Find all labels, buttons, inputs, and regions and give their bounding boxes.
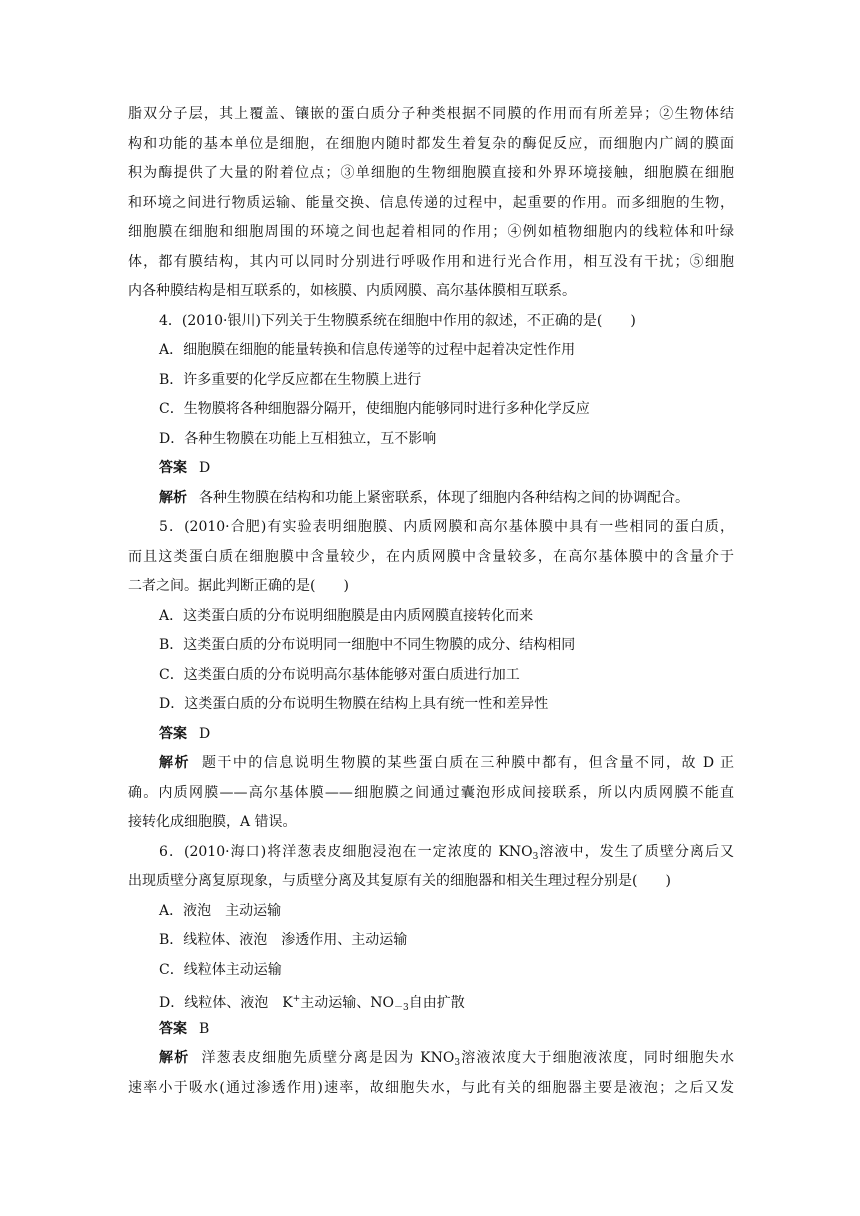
analysis-text: 题干中的信息说明生物膜的某些蛋白质在三种膜中都有，但含量不同，故 D 正 xyxy=(201,755,734,771)
question-6-option-d xyxy=(128,985,734,1015)
answer-label: 答案 xyxy=(159,460,187,476)
question-6-option-c: C．线粒体主动运输 xyxy=(159,961,282,978)
text-run: 自由扩散 xyxy=(408,995,465,1011)
text-line: 速率小于吸水(通过渗透作用)速率，故细胞失水，与此有关的细胞器主要是液泡；之后又发 xyxy=(128,1079,734,1096)
text-run: D．线粒体、液泡 K xyxy=(159,995,293,1011)
text-run: 洋葱表皮细胞先质壁分离是因为 KNO xyxy=(201,1050,455,1066)
text-line: 而且这类蛋白质在细胞膜中含量较少，在内质网膜中含量较多，在高尔基体膜中的含量介于 xyxy=(128,548,734,565)
text-line: 构和功能的基本单位是细胞，在细胞内随时都发生着复杂的酶促反应，而细胞内广阔的膜面 xyxy=(128,135,734,152)
subscript: 3 xyxy=(454,1058,461,1068)
question-4-answer xyxy=(128,454,734,484)
question-5-answer xyxy=(128,720,734,750)
text-line: 接转化成细胞膜，A 错误。 xyxy=(128,814,297,830)
answer-label: 答案 xyxy=(159,725,187,742)
question-6-analysis xyxy=(128,1044,734,1074)
text-run: 6．(2010·海口)将洋葱表皮细胞浸泡在一定浓度的 KNO xyxy=(159,843,533,860)
question-4-option-d: D．各种生物膜在功能上互相独立，互不影响 xyxy=(159,430,437,447)
analysis-label: 解析 xyxy=(159,489,187,506)
text-line: 确。内质网膜——高尔基体膜——细胞膜之间通过囊泡形成间接联系，所以内质网膜不能直 xyxy=(128,784,734,801)
analysis-text: 各种生物膜在结构和功能上紧密联系，体现了细胞内各种结构之间的协调配合。 xyxy=(199,489,689,506)
question-6-stem xyxy=(128,838,734,868)
question-6-answer xyxy=(128,1015,734,1045)
question-6-option-b: B．线粒体、液泡 渗透作用、主动运输 xyxy=(159,932,408,948)
text-line: 出现质壁分离复原现象，与质壁分离及其复原有关的细胞器和相关生理过程分别是( ) xyxy=(128,873,671,889)
page-content xyxy=(128,100,734,1103)
text-run: 溶液中，发生了质壁分离后又 xyxy=(538,843,735,860)
question-4-option-b: B．许多重要的化学反应都在生物膜上进行 xyxy=(159,371,422,388)
analysis-label: 解析 xyxy=(159,1050,190,1066)
subscript: －3 xyxy=(393,1003,409,1013)
superscript: + xyxy=(292,994,301,1004)
question-4-option-a: A．细胞膜在细胞的能量转换和信息传递等的过程中起着决定性作用 xyxy=(159,342,576,358)
text-line: 体，都有膜结构，其内可以同时分别进行呼吸作用和进行光合作用，相互没有干扰；⑤细胞 xyxy=(128,253,734,270)
text-line: 和环境之间进行物质运输、能量交换、信息传递的过程中，起重要的作用。而多细胞的生物， xyxy=(128,194,734,211)
subscript: 3 xyxy=(532,851,539,862)
answer-value: D xyxy=(199,460,211,476)
text-run: 溶液浓度大于细胞液浓度，同时细胞失水 xyxy=(460,1050,734,1066)
text-line: 积为酶提供了大量的附着位点；③单细胞的生物细胞膜直接和外界环境接触，细胞膜在细胞 xyxy=(128,165,734,181)
question-4-stem: 4．(2010·银川)下列关于生物膜系统在细胞中作用的叙述，不正确的是( ) xyxy=(159,312,636,329)
question-5-analysis xyxy=(128,749,734,779)
question-4-option-c: C．生物膜将各种细胞器分隔开，使细胞内能够同时进行多种化学反应 xyxy=(159,401,590,417)
question-5-option-a: A．这类蛋白质的分布说明细胞膜是由内质网膜直接转化而来 xyxy=(159,607,534,624)
question-5-option-c: C．这类蛋白质的分布说明高尔基体能够对蛋白质进行加工 xyxy=(159,666,520,683)
question-4-analysis xyxy=(128,484,734,514)
answer-value: D xyxy=(199,725,211,742)
text-line: 细胞膜在细胞和细胞周围的环境之间也起着相同的作用；④例如植物细胞内的线粒体和叶绿 xyxy=(128,224,734,240)
question-5-option-b: B．这类蛋白质的分布说明同一细胞中不同生物膜的成分、结构相同 xyxy=(159,637,576,653)
question-5-option-d: D．这类蛋白质的分布说明生物膜在结构上具有统一性和差异性 xyxy=(159,696,549,712)
answer-value: B xyxy=(199,1020,210,1037)
text-line: 内各种膜结构是相互联系的，如核膜、内质网膜、高尔基体膜相互联系。 xyxy=(128,283,576,299)
text-run: 主动运输、NO xyxy=(300,995,394,1011)
analysis-label: 解析 xyxy=(159,755,190,771)
question-6-option-a: A．液泡 主动运输 xyxy=(159,902,282,919)
question-5-stem: 5．(2010·合肥)有实验表明细胞膜、内质网膜和高尔基体膜中具有一些相同的蛋白质， xyxy=(159,519,734,535)
text-line: 脂双分子层，其上覆盖、镶嵌的蛋白质分子种类根据不同膜的作用而有所差异；②生物体结 xyxy=(128,106,734,122)
answer-label: 答案 xyxy=(159,1020,187,1037)
text-line: 二者之间。据此判断正确的是( ) xyxy=(128,578,349,594)
